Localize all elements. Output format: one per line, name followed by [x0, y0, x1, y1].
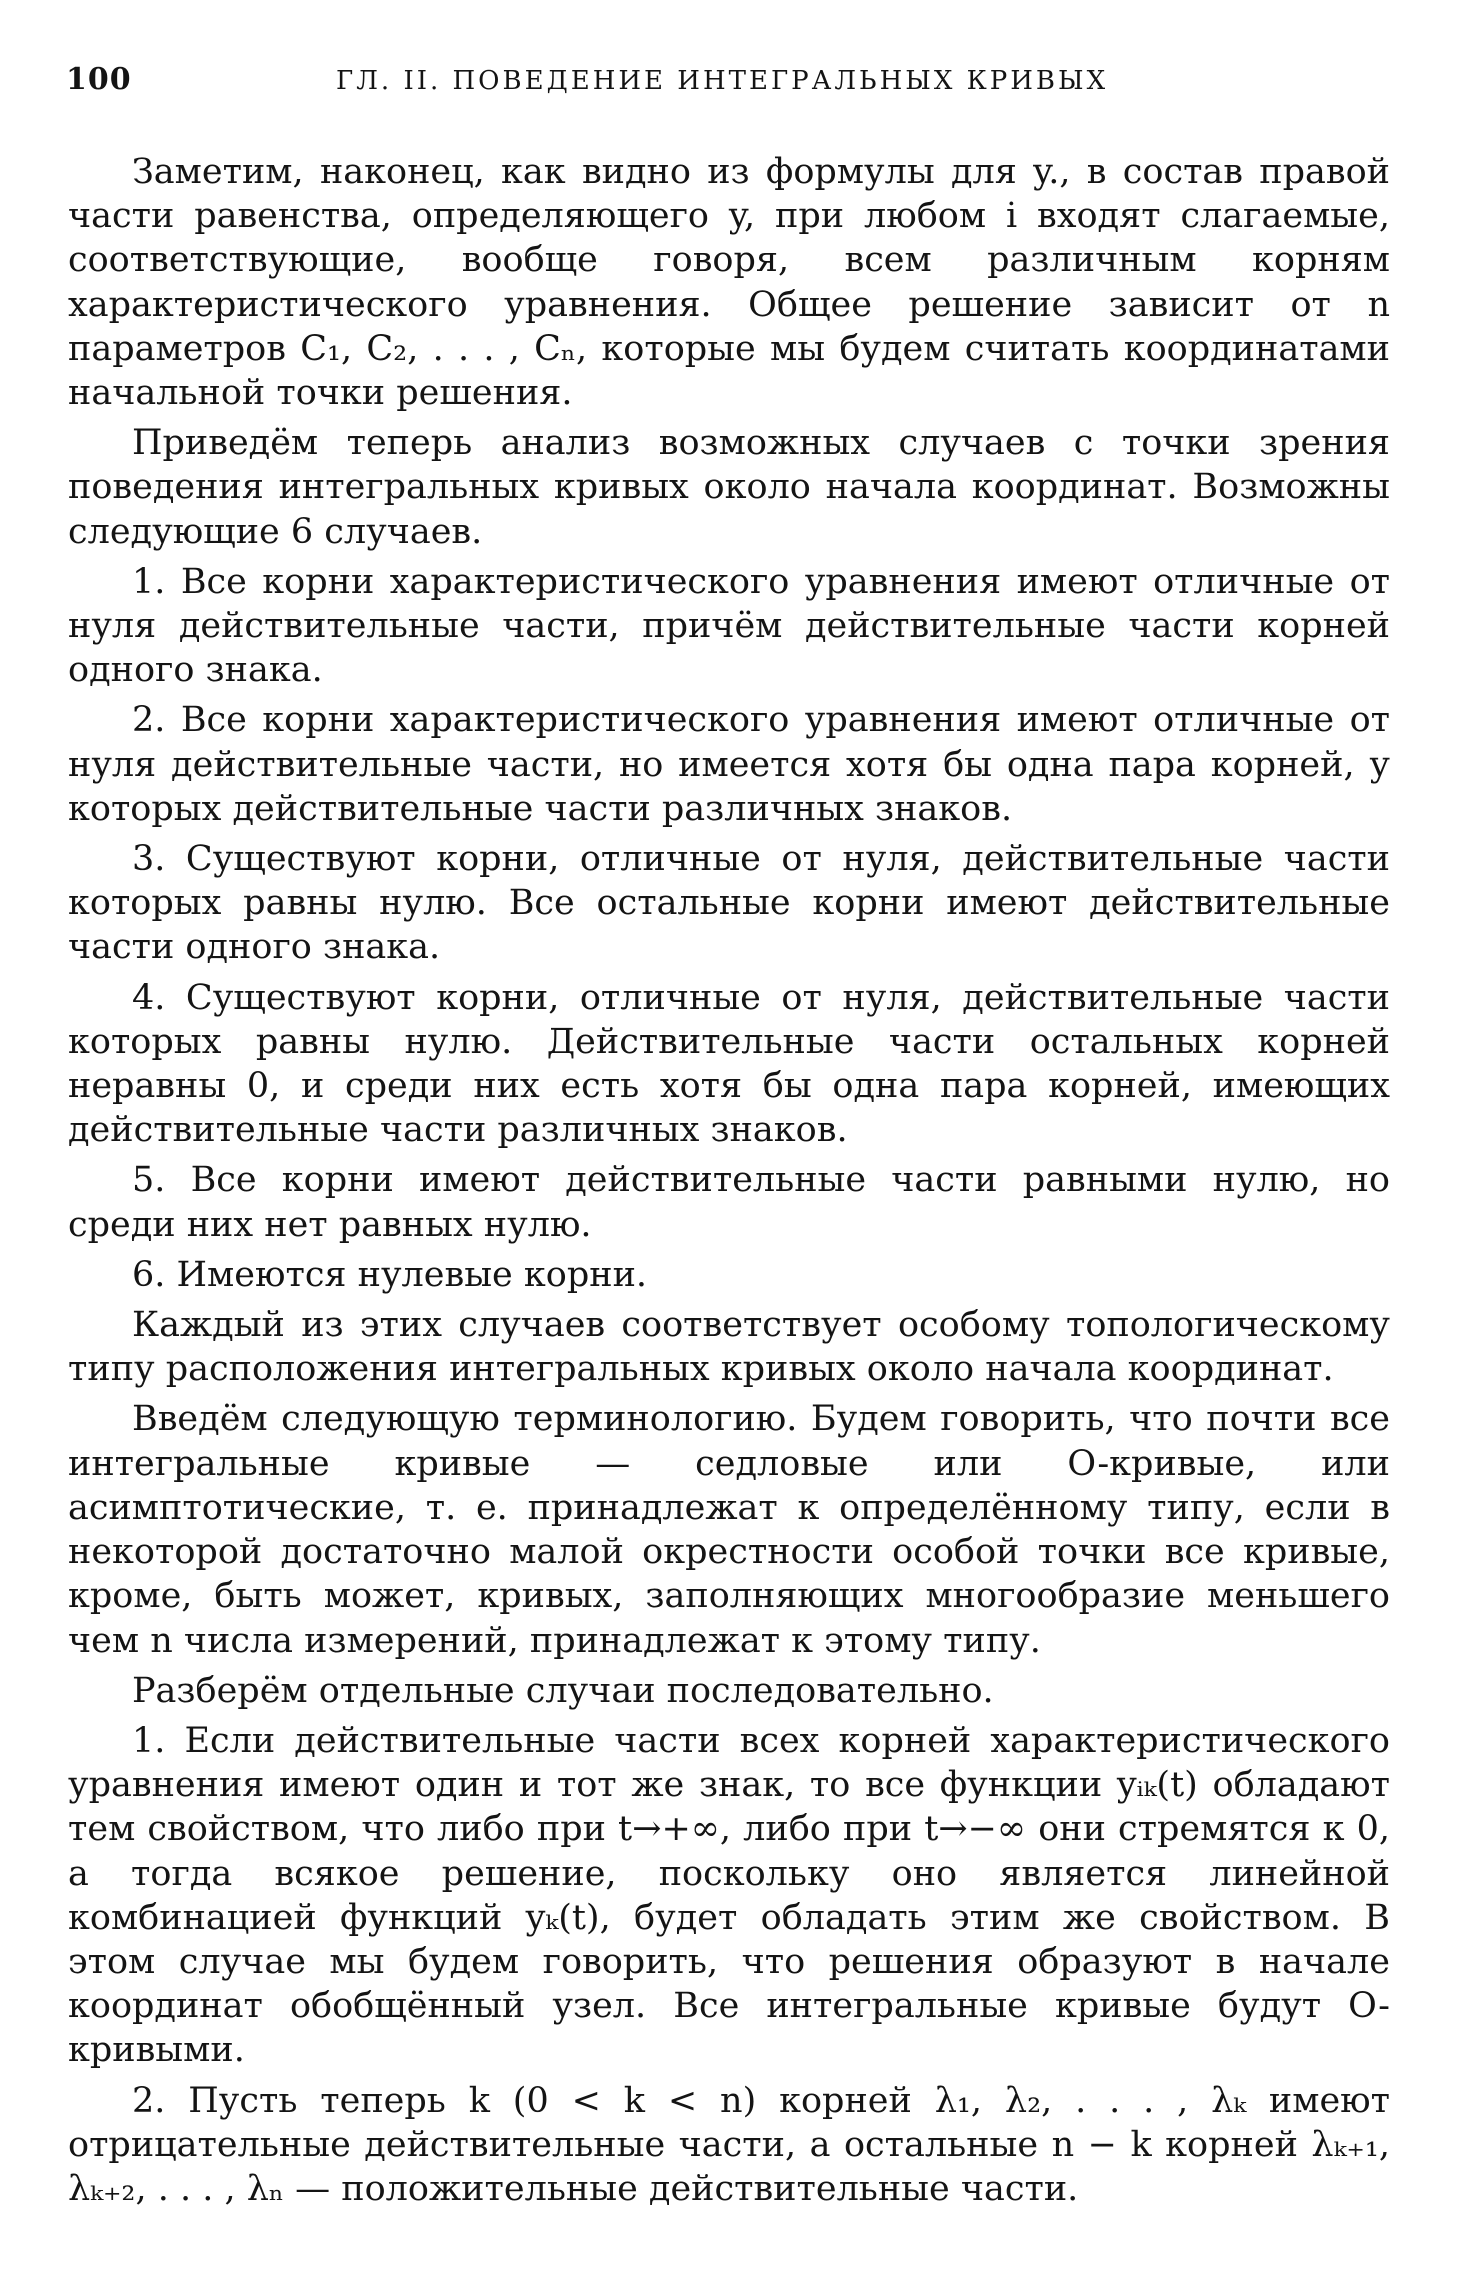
paragraph-terminology: Введём следующую терминологию. Будем говорить, что почти все интегральные кривые — седловые или O-кривые, или асимптотические, т. е. принадлежат к определённому типу, если в некоторой достаточно малой окрестности особой точки все кривые, кроме, быть может, кривых, заполняющих многообразие меньшего чем n числа измерений, принадлежат к этому типу. [68, 1399, 1390, 1661]
paragraph-cases-intro: Приведём теперь анализ возможных случаев с точки зрения поведения интегральных кривых около начала координат. Возможны следующие 6 случаев. [68, 423, 1390, 552]
running-head: ГЛ. II. ПОВЕДЕНИЕ ИНТЕГРАЛЬНЫХ КРИВЫХ [336, 66, 1109, 96]
case-6: 6. Имеются нулевые корни. [132, 1254, 648, 1295]
paragraph-generalized-node: 1. Если действительные части всех корней характеристического уравнения имеют один и тот же знак, то все функции yᵢₖ(t) обладают тем свойством, что либо при t→+∞, либо при t→−∞ они стремятся к 0, а тогда всякое решение, поскольку оно является линейной комбинацией функций yₖ(t), будет обладать этим же свойством. В этом случае мы будем говорить, что решения образуют в начале координат обобщённый узел. Все интегральные кривые будут O-кривыми. [68, 1720, 1390, 2071]
paragraph-general-solution: Заметим, наконец, как видно из формулы для y., в состав правой части равенства, определяющего y, при любом i входят слагаемые, соответствующие, вообще говоря, всем различным корням характеристического уравнения. Общее решение зависит от n параметров C₁, C₂, . . . , Cₙ, которые мы будем считать координатами начальной точки решения. [68, 152, 1390, 414]
case-4: 4. Существуют корни, отличные от нуля, действительные части которых равны нулю. Действительные части остальных корней неравны 0, и среди них есть хотя бы одна пара корней, имеющих действительные части различных знаков. [68, 977, 1390, 1151]
body-text [68, 150, 1390, 2217]
paragraph-topology: Каждый из этих случаев соответствует особому топологическому типу расположения интегральных кривых около начала координат. [68, 1305, 1390, 1390]
case-5: 5. Все корни имеют действительные части равными нулю, но среди них нет равных нулю. [68, 1160, 1390, 1245]
case-3: 3. Существуют корни, отличные от нуля, действительные части которых равны нулю. Все остальные корни имеют действительные части одного знака. [68, 839, 1390, 968]
case-1: 1. Все корни характеристического уравнения имеют отличные от нуля действительные части, причём действительные части корней одного знака. [68, 561, 1390, 691]
page-number: 100 [66, 62, 132, 97]
paragraph-analysis-intro: Разберём отдельные случаи последовательно. [132, 1670, 994, 1711]
case-2: 2. Все корни характеристического уравнения имеют отличные от нуля действительные части, но имеется хотя бы одна пара корней, у которых действительные части различных знаков. [68, 700, 1390, 829]
paragraph-case-two: 2. Пусть теперь k (0 < k < n) корней λ₁, λ₂, . . . , λₖ имеют отрицательные действительные части, а остальные n − k корней λₖ₊₁, λₖ₊₂, . . . , λₙ — положительные действительные части. [68, 2080, 1390, 2209]
page-header [66, 62, 1386, 112]
